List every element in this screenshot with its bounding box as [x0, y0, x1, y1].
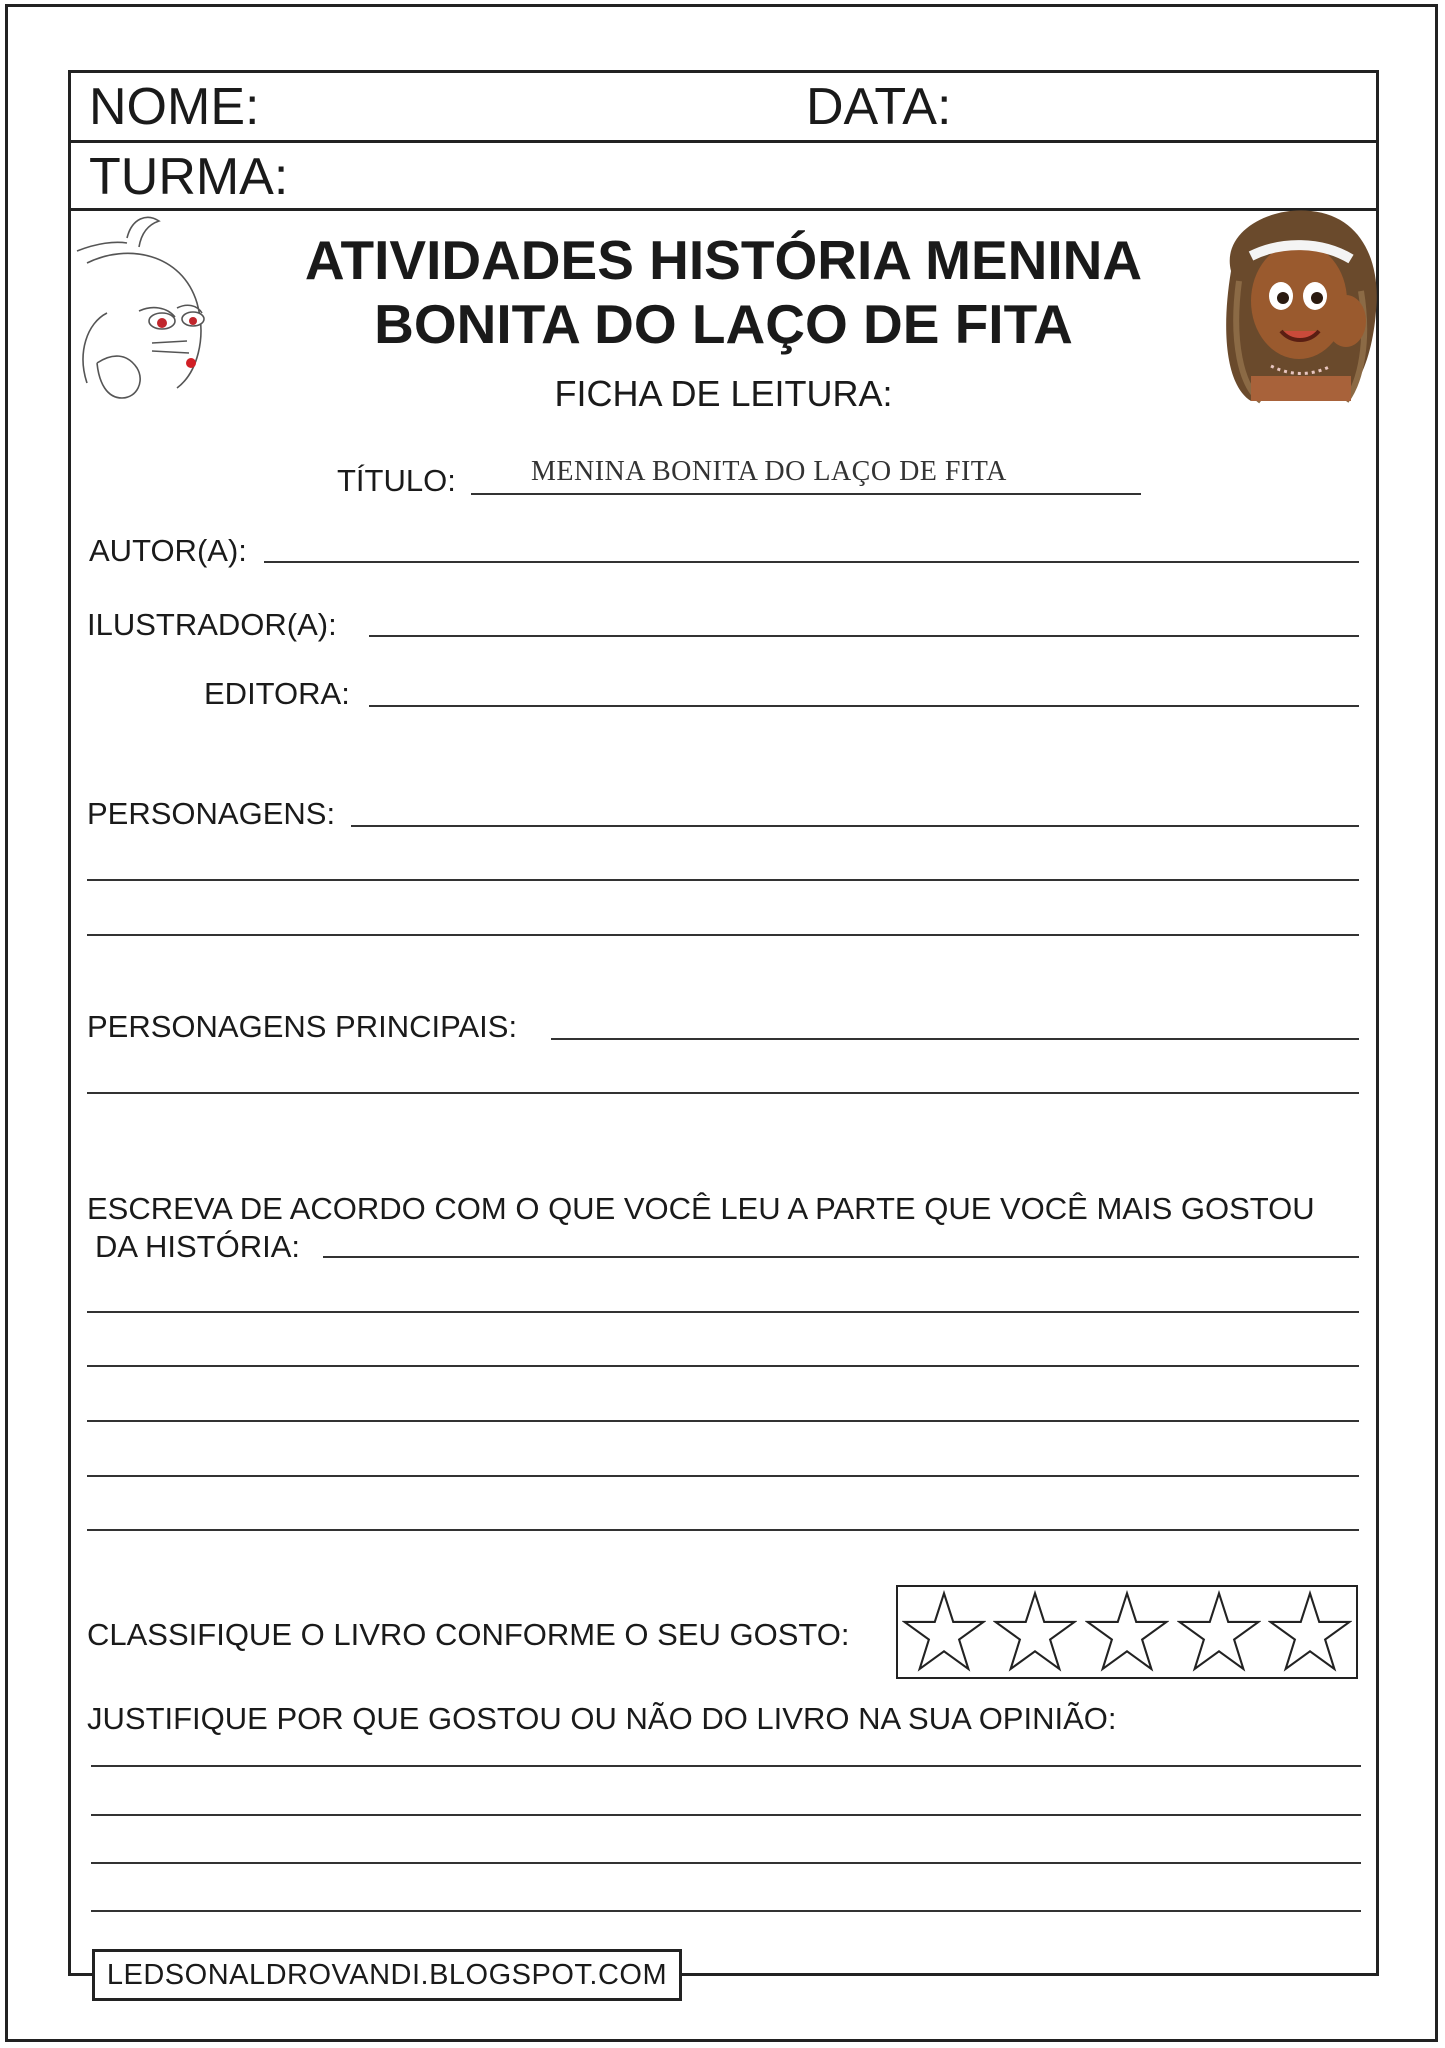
- ilustrador-label: ILUSTRADOR(A):: [87, 607, 337, 642]
- autor-label: AUTOR(A):: [89, 533, 247, 568]
- justifique-label: JUSTIFIQUE POR QUE GOSTOU OU NÃO DO LIVRO NA SUA OPINIÃO:: [87, 1701, 1117, 1736]
- personagens-principais-label: PERSONAGENS PRINCIPAIS:: [87, 1009, 518, 1044]
- titulo-label: TÍTULO:: [337, 463, 456, 498]
- justifique-line-4[interactable]: [91, 1910, 1361, 1912]
- data-label: DATA:: [806, 78, 952, 136]
- justifique-line-2[interactable]: [91, 1814, 1361, 1816]
- title-line-1: ATIVIDADES HISTÓRIA MENINA: [304, 229, 1143, 291]
- justifique-line-3[interactable]: [91, 1862, 1361, 1864]
- turma-label: TURMA:: [89, 148, 289, 206]
- escreva-line-6[interactable]: [87, 1529, 1359, 1531]
- personagens-line-2[interactable]: [87, 879, 1359, 881]
- star-icon[interactable]: [1177, 1590, 1261, 1674]
- nome-label: NOME:: [89, 78, 260, 136]
- titulo-value: MENINA BONITA DO LAÇO DE FITA: [531, 456, 1007, 487]
- personagens-label: PERSONAGENS:: [87, 796, 336, 831]
- subtitle: FICHA DE LEITURA:: [554, 373, 893, 414]
- principais-line-1[interactable]: [551, 1038, 1359, 1040]
- escreva-line-4[interactable]: [87, 1420, 1359, 1422]
- title-line-2: BONITA DO LAÇO DE FITA: [374, 293, 1073, 355]
- escreva-line-3[interactable]: [87, 1365, 1359, 1367]
- header-row-name-date: [71, 73, 1376, 143]
- titulo-line[interactable]: [471, 493, 1141, 495]
- editora-line[interactable]: [369, 705, 1359, 707]
- header-row-turma: [71, 143, 1376, 211]
- star-icon[interactable]: [1268, 1590, 1352, 1674]
- star-rating: [896, 1585, 1358, 1679]
- ilustrador-line[interactable]: [369, 635, 1359, 637]
- star-icon[interactable]: [993, 1590, 1077, 1674]
- escreva-label-line-1: ESCREVA DE ACORDO COM O QUE VOCÊ LEU A PARTE QUE VOCÊ MAIS GOSTOU: [87, 1191, 1315, 1226]
- editora-label: EDITORA:: [204, 676, 350, 711]
- autor-line[interactable]: [264, 561, 1359, 563]
- star-icon[interactable]: [1085, 1590, 1169, 1674]
- escreva-line-1[interactable]: [323, 1256, 1359, 1258]
- escreva-line-2[interactable]: [87, 1311, 1359, 1313]
- footer-website: LEDSONALDROVANDI.BLOGSPOT.COM: [92, 1949, 682, 2001]
- worksheet-title: [71, 228, 1376, 356]
- justifique-line-1[interactable]: [91, 1765, 1361, 1767]
- worksheet: [68, 70, 1379, 1991]
- personagens-line-1[interactable]: [351, 825, 1359, 827]
- escreva-label-line-2: DA HISTÓRIA:: [95, 1229, 300, 1264]
- personagens-line-3[interactable]: [87, 934, 1359, 936]
- classifique-label: CLASSIFIQUE O LIVRO CONFORME O SEU GOSTO:: [87, 1617, 850, 1652]
- star-icon[interactable]: [902, 1590, 986, 1674]
- escreva-line-5[interactable]: [87, 1475, 1359, 1477]
- principais-line-2[interactable]: [87, 1092, 1359, 1094]
